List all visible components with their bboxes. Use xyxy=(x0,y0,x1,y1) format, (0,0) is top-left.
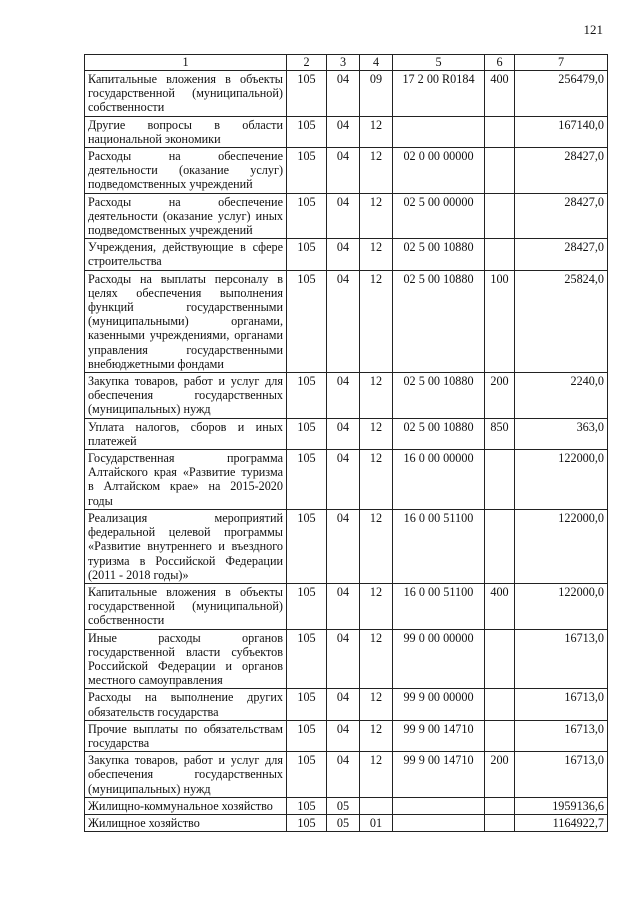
row-subsection-cell: 12 xyxy=(360,720,393,751)
row-section-cell: 04 xyxy=(327,373,360,419)
row-subsection-cell: 12 xyxy=(360,689,393,720)
row-section-cell: 05 xyxy=(327,814,360,831)
row-name-cell: Учреждения, действующие в сфере строительства xyxy=(85,239,287,270)
row-admin-code-cell: 105 xyxy=(287,752,327,798)
row-subsection-cell: 12 xyxy=(360,373,393,419)
row-subsection-cell: 12 xyxy=(360,148,393,194)
row-section-cell: 04 xyxy=(327,270,360,372)
row-admin-code-cell: 105 xyxy=(287,239,327,270)
row-name-cell: Иные расходы органов государственной власти субъектов Российской Федерации и органов местного самоуправления xyxy=(85,629,287,689)
row-target-article-cell: 02 5 00 10880 xyxy=(393,239,485,270)
table-row xyxy=(85,720,608,751)
table-row xyxy=(85,373,608,419)
row-subsection-cell: 12 xyxy=(360,239,393,270)
table-row xyxy=(85,583,608,629)
row-amount-cell: 122000,0 xyxy=(515,583,608,629)
row-admin-code-cell: 105 xyxy=(287,450,327,510)
header-cell: 2 xyxy=(287,55,327,71)
page-number: 121 xyxy=(583,22,603,37)
row-target-article-cell: 02 0 00 00000 xyxy=(393,148,485,194)
table-row xyxy=(85,71,608,117)
row-name-cell: Реализация мероприятий федеральной целевой программы «Развитие внутреннего и въездного туризма в Российской Федерации (2011 - 2018 годы)» xyxy=(85,509,287,583)
row-amount-cell: 122000,0 xyxy=(515,509,608,583)
row-name-cell: Капитальные вложения в объекты государственной (муниципальной) собственности xyxy=(85,71,287,117)
row-subsection-cell: 12 xyxy=(360,193,393,239)
row-expense-type-cell xyxy=(485,720,515,751)
row-expense-type-cell xyxy=(485,116,515,147)
row-section-cell: 04 xyxy=(327,583,360,629)
row-expense-type-cell xyxy=(485,814,515,831)
row-amount-cell: 363,0 xyxy=(515,418,608,449)
row-section-cell: 04 xyxy=(327,450,360,510)
row-section-cell: 04 xyxy=(327,720,360,751)
row-expense-type-cell: 200 xyxy=(485,373,515,419)
row-subsection-cell: 12 xyxy=(360,583,393,629)
row-target-article-cell: 99 9 00 14710 xyxy=(393,720,485,751)
row-amount-cell: 2240,0 xyxy=(515,373,608,419)
row-name-cell: Расходы на выполнение других обязательств государства xyxy=(85,689,287,720)
row-amount-cell: 122000,0 xyxy=(515,450,608,510)
row-name-cell: Государственная программа Алтайского края «Развитие туризма в Алтайском крае» на 2015-2020 годы xyxy=(85,450,287,510)
row-subsection-cell: 12 xyxy=(360,450,393,510)
row-amount-cell: 16713,0 xyxy=(515,689,608,720)
row-subsection-cell: 12 xyxy=(360,116,393,147)
row-amount-cell: 28427,0 xyxy=(515,193,608,239)
table-row xyxy=(85,450,608,510)
table-row xyxy=(85,148,608,194)
table-row xyxy=(85,270,608,372)
row-target-article-cell: 02 5 00 10880 xyxy=(393,418,485,449)
row-target-article-cell: 17 2 00 R0184 xyxy=(393,71,485,117)
row-subsection-cell xyxy=(360,797,393,814)
row-expense-type-cell xyxy=(485,193,515,239)
row-target-article-cell: 99 9 00 14710 xyxy=(393,752,485,798)
row-amount-cell: 256479,0 xyxy=(515,71,608,117)
row-expense-type-cell xyxy=(485,629,515,689)
row-expense-type-cell: 100 xyxy=(485,270,515,372)
header-cell: 5 xyxy=(393,55,485,71)
header-cell: 1 xyxy=(85,55,287,71)
row-target-article-cell: 16 0 00 00000 xyxy=(393,450,485,510)
row-admin-code-cell: 105 xyxy=(287,193,327,239)
row-target-article-cell: 99 0 00 00000 xyxy=(393,629,485,689)
row-name-cell: Жилищное хозяйство xyxy=(85,814,287,831)
row-expense-type-cell: 200 xyxy=(485,752,515,798)
row-admin-code-cell: 105 xyxy=(287,71,327,117)
header-cell: 3 xyxy=(327,55,360,71)
row-target-article-cell: 16 0 00 51100 xyxy=(393,509,485,583)
row-expense-type-cell: 400 xyxy=(485,71,515,117)
table-row xyxy=(85,193,608,239)
row-target-article-cell xyxy=(393,814,485,831)
row-name-cell: Жилищно-коммунальное хозяйство xyxy=(85,797,287,814)
header-cell: 6 xyxy=(485,55,515,71)
row-section-cell: 04 xyxy=(327,689,360,720)
row-name-cell: Расходы на обеспечение деятельности (оказание услуг) подведомственных учреждений xyxy=(85,148,287,194)
row-section-cell: 04 xyxy=(327,629,360,689)
row-expense-type-cell xyxy=(485,797,515,814)
row-amount-cell: 28427,0 xyxy=(515,148,608,194)
row-name-cell: Расходы на выплаты персоналу в целях обеспечения выполнения функций государственными (муниципальными) органами, казенными учреждениями, органами управления государственными внебюджетными фондами xyxy=(85,270,287,372)
header-cell: 7 xyxy=(515,55,608,71)
row-target-article-cell: 02 5 00 00000 xyxy=(393,193,485,239)
row-target-article-cell xyxy=(393,116,485,147)
row-admin-code-cell: 105 xyxy=(287,629,327,689)
row-expense-type-cell xyxy=(485,148,515,194)
row-name-cell: Расходы на обеспечение деятельности (оказание услуг) иных подведомственных учреждений xyxy=(85,193,287,239)
row-expense-type-cell xyxy=(485,509,515,583)
row-admin-code-cell: 105 xyxy=(287,148,327,194)
row-admin-code-cell: 105 xyxy=(287,373,327,419)
row-name-cell: Капитальные вложения в объекты государственной (муниципальной) собственности xyxy=(85,583,287,629)
row-amount-cell: 1164922,7 xyxy=(515,814,608,831)
table-row xyxy=(85,509,608,583)
row-subsection-cell: 12 xyxy=(360,509,393,583)
table-row xyxy=(85,689,608,720)
row-name-cell: Закупка товаров, работ и услуг для обеспечения государственных (муниципальных) нужд xyxy=(85,752,287,798)
row-name-cell: Другие вопросы в области национальной экономики xyxy=(85,116,287,147)
table-row xyxy=(85,797,608,814)
row-subsection-cell: 12 xyxy=(360,418,393,449)
row-expense-type-cell xyxy=(485,239,515,270)
row-expense-type-cell xyxy=(485,450,515,510)
row-admin-code-cell: 105 xyxy=(287,116,327,147)
row-admin-code-cell: 105 xyxy=(287,418,327,449)
row-amount-cell: 1959136,6 xyxy=(515,797,608,814)
row-amount-cell: 16713,0 xyxy=(515,629,608,689)
row-subsection-cell: 12 xyxy=(360,270,393,372)
row-section-cell: 04 xyxy=(327,418,360,449)
row-amount-cell: 16713,0 xyxy=(515,752,608,798)
row-target-article-cell: 02 5 00 10880 xyxy=(393,373,485,419)
row-name-cell: Закупка товаров, работ и услуг для обеспечения государственных (муниципальных) нужд xyxy=(85,373,287,419)
row-section-cell: 04 xyxy=(327,148,360,194)
row-section-cell: 05 xyxy=(327,797,360,814)
budget-table xyxy=(84,54,608,832)
table-row xyxy=(85,814,608,831)
row-target-article-cell xyxy=(393,797,485,814)
row-admin-code-cell: 105 xyxy=(287,797,327,814)
table-row xyxy=(85,418,608,449)
row-name-cell: Уплата налогов, сборов и иных платежей xyxy=(85,418,287,449)
row-subsection-cell: 12 xyxy=(360,629,393,689)
row-expense-type-cell xyxy=(485,689,515,720)
table-row xyxy=(85,116,608,147)
row-subsection-cell: 01 xyxy=(360,814,393,831)
row-amount-cell: 28427,0 xyxy=(515,239,608,270)
row-amount-cell: 16713,0 xyxy=(515,720,608,751)
row-target-article-cell: 99 9 00 00000 xyxy=(393,689,485,720)
header-cell: 4 xyxy=(360,55,393,71)
row-admin-code-cell: 105 xyxy=(287,720,327,751)
row-target-article-cell: 02 5 00 10880 xyxy=(393,270,485,372)
row-admin-code-cell: 105 xyxy=(287,689,327,720)
row-expense-type-cell: 850 xyxy=(485,418,515,449)
row-admin-code-cell: 105 xyxy=(287,814,327,831)
row-expense-type-cell: 400 xyxy=(485,583,515,629)
row-name-cell: Прочие выплаты по обязательствам государства xyxy=(85,720,287,751)
row-subsection-cell: 12 xyxy=(360,752,393,798)
row-admin-code-cell: 105 xyxy=(287,583,327,629)
row-section-cell: 04 xyxy=(327,116,360,147)
row-subsection-cell: 09 xyxy=(360,71,393,117)
table-row xyxy=(85,239,608,270)
row-section-cell: 04 xyxy=(327,752,360,798)
row-section-cell: 04 xyxy=(327,239,360,270)
row-target-article-cell: 16 0 00 51100 xyxy=(393,583,485,629)
table-row xyxy=(85,752,608,798)
table-row xyxy=(85,629,608,689)
header-row xyxy=(85,55,608,71)
row-admin-code-cell: 105 xyxy=(287,270,327,372)
row-section-cell: 04 xyxy=(327,71,360,117)
row-section-cell: 04 xyxy=(327,193,360,239)
row-amount-cell: 25824,0 xyxy=(515,270,608,372)
row-amount-cell: 167140,0 xyxy=(515,116,608,147)
row-section-cell: 04 xyxy=(327,509,360,583)
row-admin-code-cell: 105 xyxy=(287,509,327,583)
